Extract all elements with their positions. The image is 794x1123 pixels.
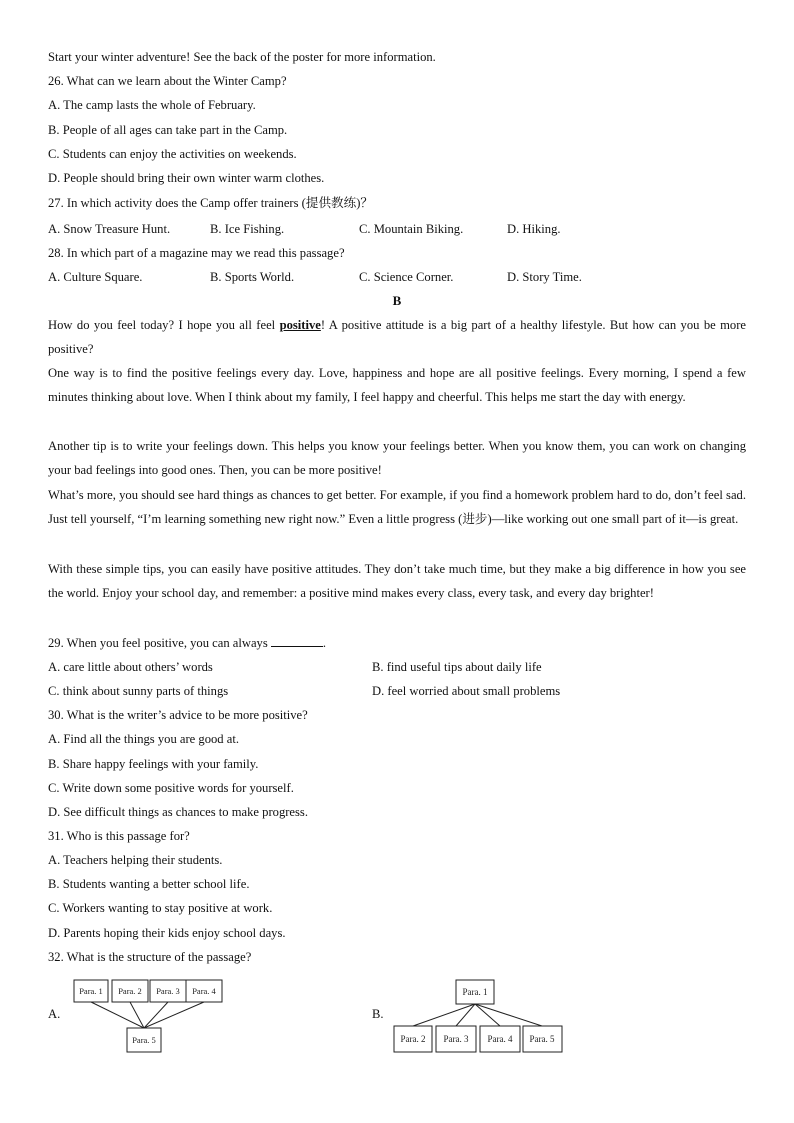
question-31-option-c: C. Workers wanting to stay positive at work.	[48, 901, 273, 915]
question-27-option-a: A. Snow Treasure Hunt.	[48, 222, 171, 236]
question-26-stem: 26. What can we learn about the Winter Camp?	[48, 74, 287, 88]
question-30-option-c: C. Write down some positive words for yourself.	[48, 781, 294, 795]
question-31-option-b: B. Students wanting a better school life.	[48, 877, 250, 891]
question-31-option-a: A. Teachers helping their students.	[48, 853, 223, 867]
passage-paragraph-4: What’s more, you should see hard things as chances to get better. For example, if you find a homework problem hard to do, don’t feel sad. Just tell yourself, “I’m learning something new right now.” Even a little progress (进步)—like working out one small part of it—is great.	[48, 488, 746, 527]
question-30-option-d: D. See difficult things as chances to make progress.	[48, 805, 308, 819]
question-29-stem-end: .	[322, 636, 327, 650]
question-30-stem: 30. What is the writer’s advice to be more positive?	[48, 708, 308, 722]
structure-diagram-a	[60, 975, 240, 1060]
question-31-option-d: D. Parents hoping their kids enjoy school days.	[48, 926, 286, 940]
question-28-option-d: D. Story Time.	[507, 270, 582, 284]
answer-blank	[271, 635, 323, 647]
question-26-option-d: D. People should bring their own winter warm clothes.	[48, 171, 325, 185]
question-29-option-d: D. feel worried about small problems	[372, 684, 561, 698]
question-30-option-b: B. Share happy feelings with your family.	[48, 757, 259, 771]
question-32-option-a-label: A.	[48, 1007, 61, 1021]
question-26-option-a: A. The camp lasts the whole of February.	[48, 98, 256, 112]
diagram-b-label-1: Para. 1	[462, 987, 488, 997]
diagram-b-connector	[475, 1004, 542, 1026]
diagram-b-label-3: Para. 3	[443, 1034, 469, 1044]
keyword-positive: positive	[279, 318, 321, 332]
question-29-option-c: C. think about sunny parts of things	[48, 684, 229, 698]
diagram-a-connector	[91, 1002, 144, 1028]
question-29-option-b: B. find useful tips about daily life	[372, 660, 542, 674]
diagram-a-label-3: Para. 3	[156, 986, 180, 996]
question-32-option-b-label: B.	[372, 1007, 384, 1021]
passage-paragraph-3: Another tip is to write your feelings down. This helps you know your feelings better. When you know them, you can work on changing your bad feelings into good ones. Then, you can be more positive!	[48, 439, 746, 478]
section-b-heading: B	[392, 293, 402, 308]
question-27-stem: 27. In which activity does the Camp offer trainers (提供教练)？	[48, 196, 374, 210]
question-26-option-c: C. Students can enjoy the activities on weekends.	[48, 147, 297, 161]
question-32-stem: 32. What is the structure of the passage?	[48, 950, 252, 964]
question-30-option-a: A. Find all the things you are good at.	[48, 732, 239, 746]
question-28-option-c: C. Science Corner.	[359, 270, 454, 284]
diagram-b-label-5: Para. 5	[529, 1034, 555, 1044]
diagram-a-connector	[144, 1002, 168, 1028]
diagram-b-label-2: Para. 2	[400, 1034, 426, 1044]
question-26-option-b: B. People of all ages can take part in the Camp.	[48, 123, 288, 137]
question-28-option-a: A. Culture Square.	[48, 270, 143, 284]
question-27-option-d: D. Hiking.	[507, 222, 561, 236]
question-29-stem	[48, 635, 326, 651]
question-27-option-b: B. Ice Fishing.	[210, 222, 285, 236]
question-29-stem-text: 29. When you feel positive, you can always	[48, 636, 271, 650]
passage-p1-text: How do you feel today? I hope you all feel	[48, 318, 280, 332]
diagram-a-label-5: Para. 5	[132, 1035, 156, 1045]
intro-line: Start your winter adventure! See the back of the poster for more information.	[48, 50, 436, 64]
structure-diagram-b	[388, 975, 568, 1060]
diagram-a-label-2: Para. 2	[118, 986, 142, 996]
question-28-stem: 28. In which part of a magazine may we read this passage?	[48, 246, 345, 260]
diagram-b-connector	[475, 1004, 500, 1026]
diagram-a-label-1: Para. 1	[79, 986, 103, 996]
passage-p1-text-cont: ! A positive attitude is a big part of a healthy lifestyle. But how can you be more positive?	[48, 318, 747, 357]
question-27-option-c: C. Mountain Biking.	[359, 222, 464, 236]
question-28-option-b: B. Sports World.	[210, 270, 295, 284]
diagram-a-label-4: Para. 4	[192, 986, 216, 996]
diagram-a-connector	[144, 1002, 204, 1028]
diagram-b-label-4: Para. 4	[487, 1034, 513, 1044]
passage-paragraph-2: One way is to find the positive feelings every day. Love, happiness and hope are all positive feelings. Every morning, I spend a few minutes thinking about love. When I think about my family, I feel happy and cheerful. This helps me start the day with energy.	[48, 366, 746, 405]
question-31-stem: 31. Who is this passage for?	[48, 829, 190, 843]
passage-paragraph-5: With these simple tips, you can easily have positive attitudes. They don’t take much time, but they make a big difference in how you see the world. Enjoy your school day, and remember: a positive mind makes every class, every task, and every day brighter!	[48, 562, 746, 601]
question-29-option-a: A. care little about others’ words	[48, 660, 213, 674]
passage-paragraph-1	[48, 313, 746, 362]
